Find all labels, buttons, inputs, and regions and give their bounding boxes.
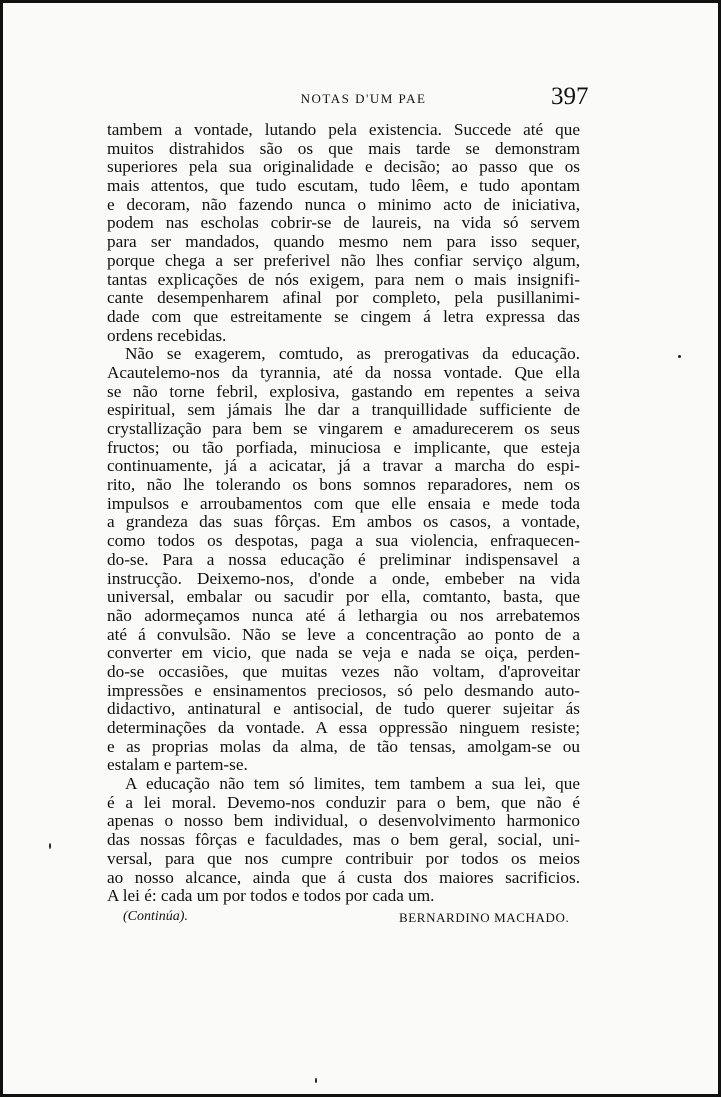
text-line: tantas explicações de nós exigem, para nem o mais insignifi- bbox=[107, 269, 580, 289]
text-line: fructos; ou tão porfiada, minuciosa e implicante, que esteja bbox=[107, 437, 580, 457]
page-number: 397 bbox=[551, 83, 589, 110]
text-line: determinações da vontade. A essa oppressão ninguem resiste; bbox=[107, 718, 580, 737]
paragraph bbox=[107, 775, 580, 906]
text-line: como todos os despotas, paga a sua violencia, enfraquecen- bbox=[107, 531, 580, 551]
text-line: tambem a vontade, lutando pela existencia. Succede até que bbox=[107, 120, 580, 139]
text-line: estalam e partem-se. bbox=[107, 755, 248, 775]
text-line: cante desempenharem afinal por completo, pela pusillanimi- bbox=[107, 288, 580, 308]
text-line: impulsos e arroubamentos com que elle ensaia e mede toda bbox=[107, 493, 580, 513]
paragraph bbox=[107, 345, 580, 775]
text-line: impressões e ensinamentos preciosos, só pelo desmando auto- bbox=[107, 680, 580, 700]
ink-speck bbox=[678, 355, 681, 358]
text-line: espiritual, sem jámais lhe dar a tranquillidade sufficiente de bbox=[107, 400, 580, 420]
text-line: muitos distrahidos são os que mais tarde se demonstram bbox=[107, 138, 580, 158]
text-line: para ser mandados, quando mesmo nem para isso sequer, bbox=[107, 232, 580, 252]
text-line: mais attentos, que tudo escutam, tudo lêem, e tudo apontam bbox=[107, 176, 580, 196]
text-line: dade com que estreitamente se cingem á letra expressa das bbox=[107, 306, 580, 326]
text-line: ao nosso alcance, ainda que á custa dos maiores sacrificios. bbox=[107, 867, 580, 887]
text-line: converter em vicio, que nada se veja e nada se oiça, perden- bbox=[107, 643, 580, 663]
text-line: ordens recebidas. bbox=[107, 325, 227, 345]
text-line: do-se occasiões, que muitas vezes não voltam, d'aproveitar bbox=[107, 661, 580, 681]
ink-speck bbox=[49, 843, 51, 849]
text-line: e decoram, não fazendo nunca o minimo acto de iniciativa, bbox=[107, 194, 580, 214]
text-line: das nossas fôrças e faculdades, mas o bem geral, social, uni- bbox=[107, 830, 580, 850]
running-title: NOTAS D'UM PAE bbox=[300, 91, 427, 106]
text-line: a grandeza das suas fôrças. Em ambos os casos, a vontade, bbox=[107, 512, 580, 532]
text-line: é a lei moral. Devemo-nos conduzir para o bem, que não é bbox=[107, 792, 580, 812]
paragraph bbox=[107, 121, 580, 345]
text-line: crystallização para bem se vingarem e amadurecerem os seus bbox=[107, 419, 580, 438]
author-signature: BERNARDINO MACHADO. bbox=[399, 910, 570, 925]
text-line: não adormeçamos nunca até á lethargia ou nos arrebatemos bbox=[107, 605, 580, 625]
continuation-note: (Continúa). bbox=[123, 909, 188, 924]
page-header bbox=[3, 85, 721, 115]
text-line: podem nas escholas cobrir-se de laureis, na vida só servem bbox=[107, 213, 580, 233]
text-line: universal, embalar ou sacudir por ella, comtanto, basta, que bbox=[107, 587, 580, 607]
text-line: superiores pela sua originalidade e decisão; ao passo que os bbox=[107, 157, 580, 177]
text-line: rito, não lhe tolerando os bons somnos reparadores, nem os bbox=[107, 475, 580, 495]
text-line: e as proprias molas da alma, de tão tensas, amolgam-se ou bbox=[107, 736, 580, 756]
text-line: do-se. Para a nossa educação é preliminar indispensavel a bbox=[107, 549, 580, 569]
text-line: A lei é: cada um por todos e todos por cada um. bbox=[107, 886, 435, 906]
text-line: até á convulsão. Não se leve a concentração ao ponto de a bbox=[107, 624, 580, 644]
text-line: apenas o nosso bem individual, o desenvolvimento harmonico bbox=[107, 811, 580, 831]
text-line: didactivo, antinatural e antisocial, de tudo querer sujeitar ás bbox=[107, 699, 580, 719]
text-line: se não torne febril, explosiva, gastando em repentes a seiva bbox=[107, 381, 580, 401]
text-line: continuamente, já a acicatar, já a travar a marcha do espi- bbox=[107, 456, 580, 476]
text-line: porque chega a ser preferivel não lhes confiar serviço algum, bbox=[107, 250, 580, 270]
ink-speck bbox=[315, 1078, 317, 1083]
text-line: versal, para que nos cumpre contribuir por todos os meios bbox=[107, 848, 580, 868]
text-line: Não se exagerem, comtudo, as prerogativas da educação. bbox=[125, 344, 580, 364]
text-line: A educação não tem só limites, tem tambem a sua lei, que bbox=[125, 774, 580, 794]
text-line: instrucção. Deixemo-nos, d'onde a onde, embeber na vida bbox=[107, 568, 580, 588]
text-line: Acautelemo-nos da tyrannia, até da nossa vontade. Que ella bbox=[107, 362, 580, 382]
body-text bbox=[107, 121, 580, 906]
